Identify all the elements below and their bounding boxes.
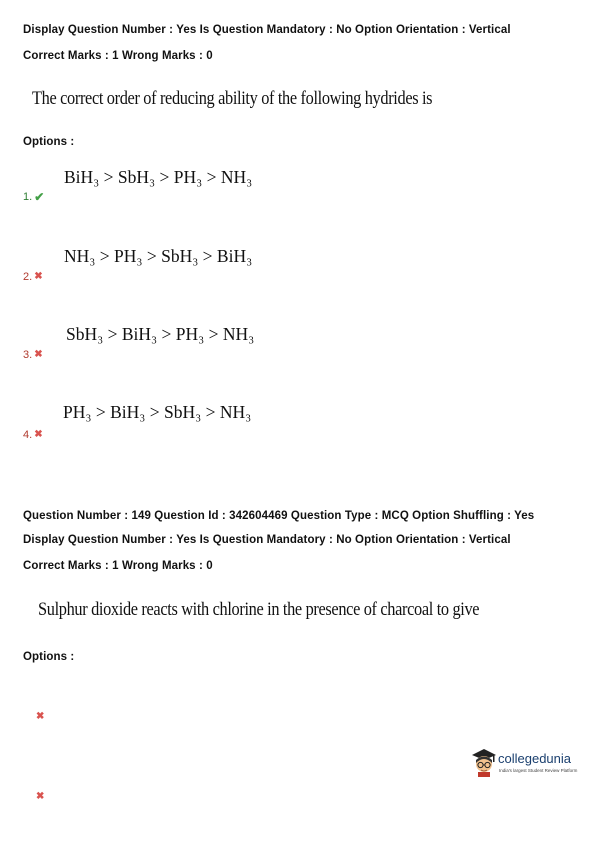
q1-option-2-formula: NH₃ > PH₃ > SbH₃ > BiH₃ xyxy=(64,246,253,266)
graduate-mascot-icon xyxy=(470,747,498,777)
q1-option-3[interactable] xyxy=(23,349,43,361)
cross-icon[interactable]: ✖ xyxy=(36,711,45,722)
q1-option-4-formula: PH₃ > BiH₃ > SbH₃ > NH₃ xyxy=(63,402,252,422)
check-icon: ✔ xyxy=(34,190,45,204)
q1-options-label: Options : xyxy=(23,136,75,148)
logo-tagline: India's largest Student Review Platform xyxy=(499,768,578,773)
q1-option-3-number: 3. xyxy=(23,349,33,361)
cross-icon: ✖ xyxy=(34,271,43,282)
cross-icon: ✖ xyxy=(34,429,43,440)
q1-option-4[interactable] xyxy=(23,429,43,441)
q2-options-label: Options : xyxy=(23,651,75,663)
q1-option-1-formula: BiH₃ > SbH₃ > PH₃ > NH₃ xyxy=(64,167,253,187)
q2-meta-line1: Display Question Number : Yes Is Question Mandatory : No Option Orientation : Vertical xyxy=(23,534,511,546)
q2-question-text: Sulphur dioxide reacts with chlorine in the presence of charcoal to give xyxy=(38,599,480,620)
q1-option-1-number: 1. xyxy=(23,191,33,203)
q1-option-2-number: 2. xyxy=(23,271,33,283)
collegedunia-logo xyxy=(470,745,585,781)
q1-option-4-number: 4. xyxy=(23,429,33,441)
q1-meta-line1: Display Question Number : Yes Is Question Mandatory : No Option Orientation : Vertical xyxy=(23,24,511,36)
logo-name: collegedunia xyxy=(498,751,572,766)
cross-icon[interactable]: ✖ xyxy=(36,791,45,802)
q1-option-3-formula: SbH₃ > BiH₃ > PH₃ > NH₃ xyxy=(66,324,255,344)
q1-option-2[interactable] xyxy=(23,271,43,283)
q2-meta-line2: Correct Marks : 1 Wrong Marks : 0 xyxy=(23,560,213,572)
q1-option-1[interactable] xyxy=(23,191,44,203)
cross-icon: ✖ xyxy=(34,349,43,360)
q1-meta-line2: Correct Marks : 1 Wrong Marks : 0 xyxy=(23,50,213,62)
q2-meta-line0: Question Number : 149 Question Id : 342604469 Question Type : MCQ Option Shuffling : Yes xyxy=(23,510,535,522)
q1-question-text: The correct order of reducing ability of the following hydrides is xyxy=(32,88,433,109)
